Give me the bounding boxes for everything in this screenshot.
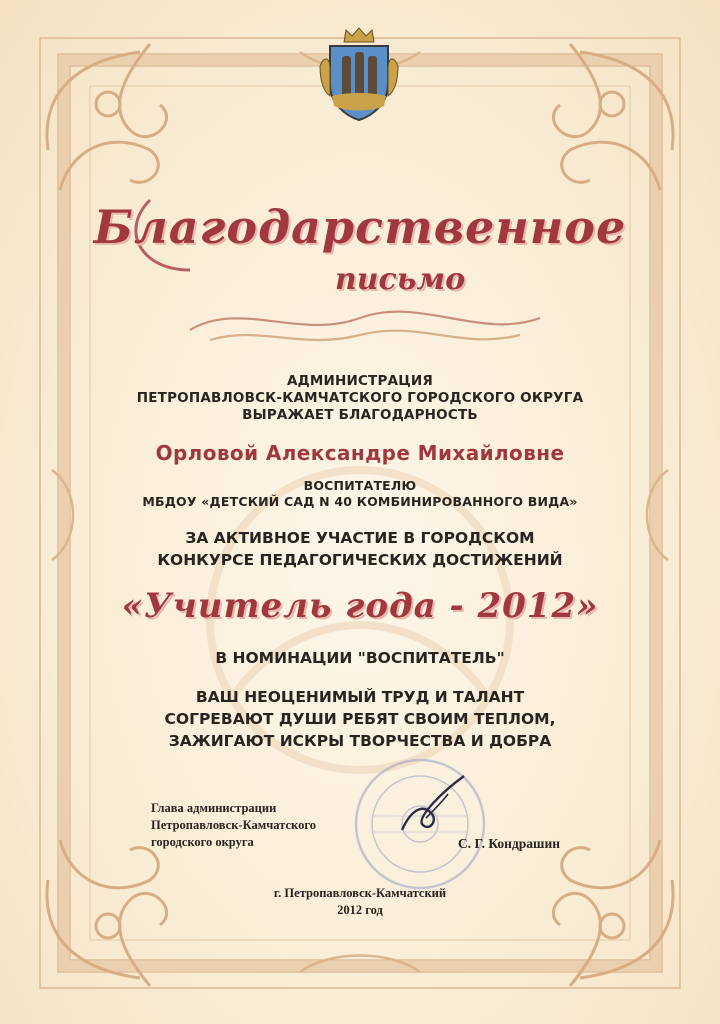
handwritten-signature xyxy=(392,772,472,842)
issuer-line1: АДМИНИСТРАЦИЯ xyxy=(286,373,434,389)
signatory-title xyxy=(151,800,316,851)
recipient-position-line1: ВОСПИТАТЕЛЮ xyxy=(303,478,417,493)
city-coat-of-arms-icon xyxy=(316,26,402,122)
signatory-name: С. Г. Кондрашин xyxy=(458,836,561,851)
message-line2: СОГРЕВАЮТ ДУШИ РЕБЯТ СВОИМ ТЕПЛОМ, xyxy=(164,710,556,728)
footer-place: г. Петропавловск-Камчатский xyxy=(273,886,447,900)
issuer-line3: ВЫРАЖАЕТ БЛАГОДАРНОСТЬ xyxy=(242,407,478,423)
heading-line2: письмо xyxy=(334,262,466,297)
message-line3: ЗАЖИГАЮТ ИСКРЫ ТВОРЧЕСТВА И ДОБРА xyxy=(168,732,552,750)
issuer-line2: ПЕТРОПАВЛОВСК-КАМЧАТСКОГО ГОРОДСКОГО ОКРУГА xyxy=(136,390,584,406)
signatory-title-line1: Глава администрации xyxy=(151,801,277,815)
message-line1: ВАШ НЕОЦЕНИМЫЙ ТРУД И ТАЛАНТ xyxy=(195,688,525,706)
contest-title: «Учитель года - 2012» xyxy=(121,586,599,626)
signatory-title-line2: Петропавловск-Камчатского xyxy=(151,818,316,832)
nomination: В НОМИНАЦИИ "ВОСПИТАТЕЛЬ" xyxy=(215,649,505,667)
heading-line1: Благодарственное xyxy=(93,200,627,254)
reason-line2: КОНКУРСЕ ПЕДАГОГИЧЕСКИХ ДОСТИЖЕНИЙ xyxy=(157,551,563,569)
recipient-name: Орловой Александре Михайловне xyxy=(155,441,565,465)
recipient-position-line2: МБДОУ «ДЕТСКИЙ САД N 40 КОМБИНИРОВАННОГО ВИДА» xyxy=(142,494,578,509)
reason-line1: ЗА АКТИВНОЕ УЧАСТИЕ В ГОРОДСКОМ xyxy=(185,529,535,547)
signatory-title-line3: городского округа xyxy=(151,835,254,849)
footer-year: 2012 год xyxy=(337,903,383,917)
